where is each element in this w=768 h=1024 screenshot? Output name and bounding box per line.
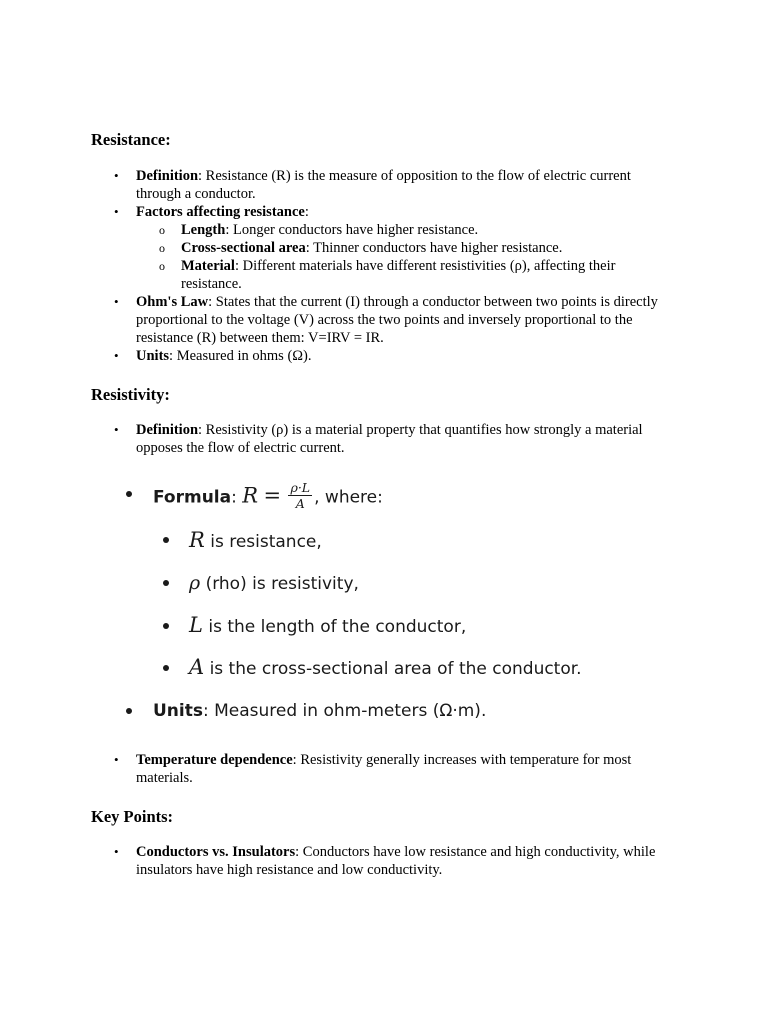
formula-denominator: A xyxy=(295,496,305,511)
resistance-heading: Resistance: xyxy=(91,130,171,149)
bullet-icon xyxy=(163,665,169,671)
conductors-vs-insulators-line2: insulators have high resistance and low conductivity. xyxy=(136,862,443,878)
ohms-law-line2: proportional to the voltage (V) across the two points and inversely proportional to the xyxy=(136,312,633,328)
conductors-vs-insulators-line1: Conductors vs. Insulators: Conductors have low resistance and high conductivity, while xyxy=(136,844,656,860)
factors-heading: Factors affecting resistance: xyxy=(136,204,309,220)
formula-fraction xyxy=(288,481,312,510)
resistivity-definition-line1: Definition: Resistivity (ρ) is a material property that quantifies how strongly a material xyxy=(136,422,643,438)
factor-length: Length: Longer conductors have higher resistance. xyxy=(181,222,479,238)
resistance-definition-line1: Definition: Resistance (R) is the measure of opposition to the flow of electric current xyxy=(136,168,631,184)
bullet-icon: • xyxy=(114,168,119,183)
resistivity-heading: Resistivity: xyxy=(91,385,170,404)
bullet-icon xyxy=(163,580,169,586)
bullet-icon xyxy=(163,537,169,543)
bullet-icon: • xyxy=(114,752,119,767)
bullet-icon xyxy=(126,708,132,714)
temperature-dependence-line2: materials. xyxy=(136,770,193,786)
resistivity-units: Units: Measured in ohm-meters (Ω·m). xyxy=(153,701,487,721)
ohms-law-line3: resistance (R) between them: V=IRV = IR. xyxy=(136,330,384,346)
formula-item-r: R is resistance, xyxy=(189,528,322,552)
temperature-dependence-line1: Temperature dependence: Resistivity generally increases with temperature for most xyxy=(136,752,632,768)
formula-item-rho: ρ (rho) is resistivity, xyxy=(189,572,359,594)
resistance-definition-line2: through a conductor. xyxy=(136,186,256,202)
key-points-heading: Key Points: xyxy=(91,807,174,826)
resistivity-definition-line2: opposes the flow of electric current. xyxy=(136,440,345,456)
bullet-icon: • xyxy=(114,204,119,219)
bullet-icon: • xyxy=(114,294,119,309)
formula-lhs: R xyxy=(242,483,259,508)
factor-material-line2: resistance. xyxy=(181,276,242,292)
sub-bullet-icon: o xyxy=(159,241,165,255)
factor-material: Material: Different materials have different resistivities (ρ), affecting their xyxy=(181,258,616,274)
ohms-law-line1: Ohm's Law: States that the current (I) through a conductor between two points is directly xyxy=(136,294,658,310)
bullet-icon xyxy=(126,491,132,497)
factor-cross-sectional-area: Cross-sectional area: Thinner conductors have higher resistance. xyxy=(181,240,563,256)
bullet-icon: • xyxy=(114,844,119,859)
formula-line: Formula: R = $\frac{\rho\cdot L}{A}$ , where: xyxy=(153,480,383,511)
formula-item-l: L is the length of the conductor, xyxy=(189,613,467,637)
bullet-icon: • xyxy=(114,348,119,363)
bullet-icon: • xyxy=(114,422,119,437)
bullet-icon xyxy=(163,623,169,629)
sub-bullet-icon: o xyxy=(159,223,165,237)
definition-label: Definition xyxy=(136,168,199,184)
sub-bullet-icon: o xyxy=(159,259,165,273)
formula-numerator: ρ·L xyxy=(290,480,311,495)
resistance-units: Units: Measured in ohms (Ω). xyxy=(136,348,312,364)
formula-equals: = xyxy=(263,483,282,508)
formula-item-a: A is the cross-sectional area of the conductor. xyxy=(189,655,582,679)
